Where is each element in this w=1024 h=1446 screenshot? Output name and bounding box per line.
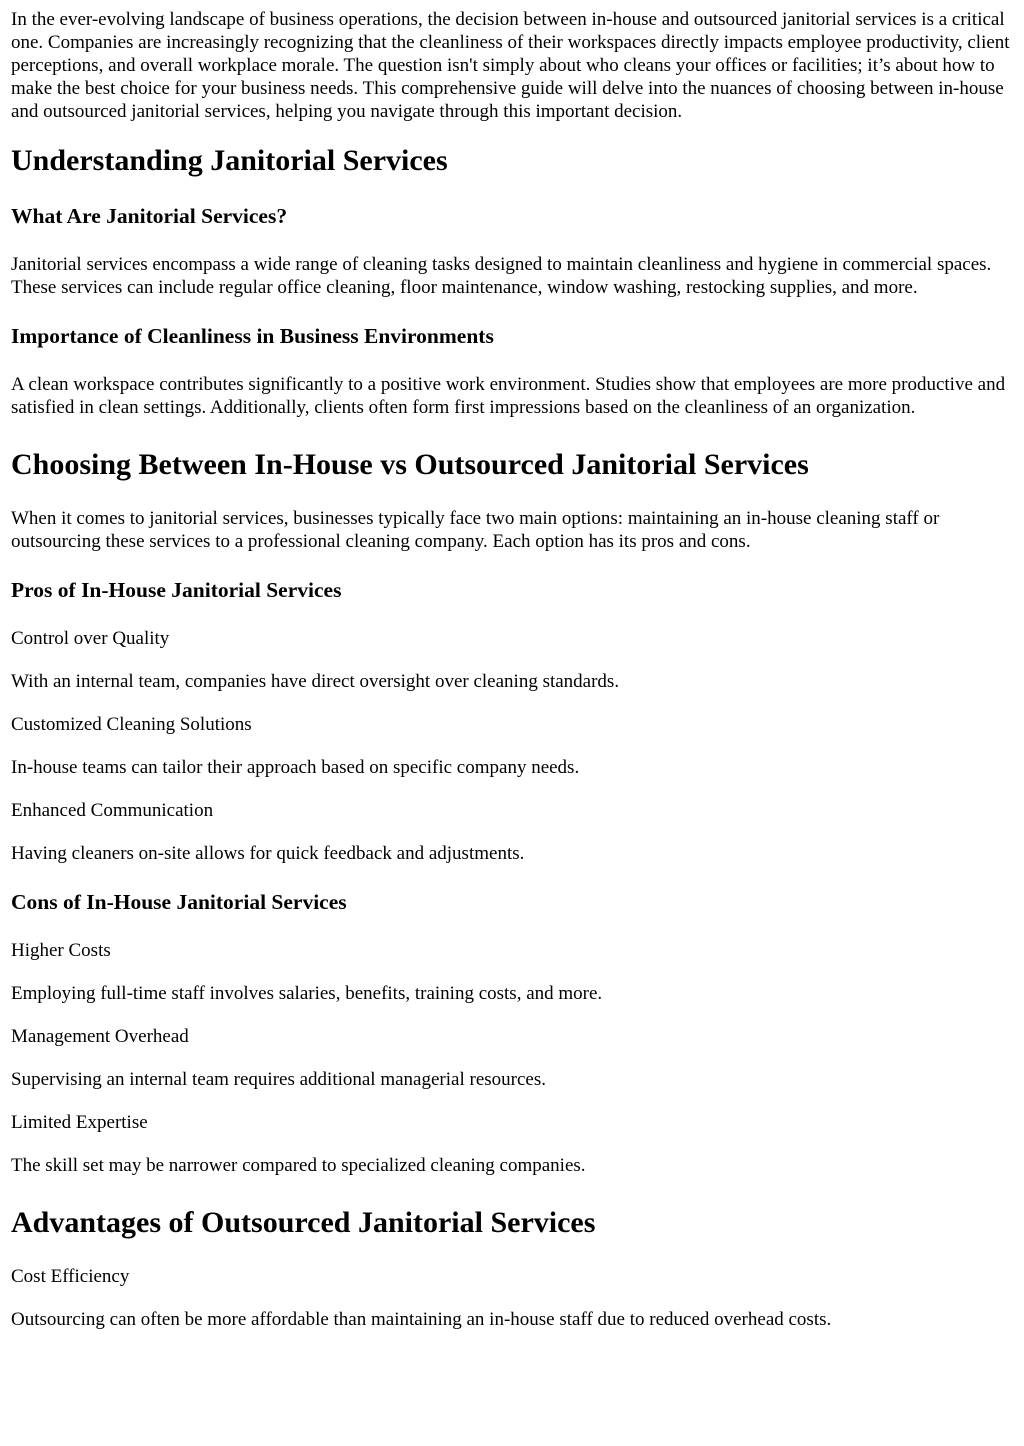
importance-paragraph: A clean workspace contributes significantly to a positive work environment. Studies show that employees are more productive and satisfied in clean settings. Additionally, clients often form first impressions based on the cleanliness of an organization. bbox=[11, 374, 1006, 418]
pro-item-text: Having cleaners on-site allows for quick feedback and adjustments. bbox=[11, 843, 525, 864]
heading-cons-in-house: Cons of In-House Janitorial Services bbox=[11, 890, 347, 914]
advantage-item-text: Outsourcing can often be more affordable than maintaining an in-house staff due to reduced overhead costs. bbox=[11, 1309, 832, 1330]
heading-advantages-outsourced: Advantages of Outsourced Janitorial Services bbox=[11, 1206, 596, 1239]
intro-paragraph: In the ever-evolving landscape of business operations, the decision between in-house and outsourced janitorial services is a critical one. Companies are increasingly recognizing that the cleanliness of their workspaces directly impacts employee productivity, client perceptions, and overall workplace morale. The question isn't simply about who cleans your offices or facilities; it’s about how to make the best choice for your business needs. This comprehensive guide will delve into the nuances of choosing between in-house and outsourced janitorial services, helping you navigate through this important decision. bbox=[11, 9, 1010, 122]
pro-item-text: With an internal team, companies have direct oversight over cleaning standards. bbox=[11, 671, 620, 692]
pro-item-text: In-house teams can tailor their approach based on specific company needs. bbox=[11, 757, 580, 778]
con-item-text: Supervising an internal team requires additional managerial resources. bbox=[11, 1069, 546, 1090]
heading-understanding: Understanding Janitorial Services bbox=[11, 144, 448, 177]
con-item-text: The skill set may be narrower compared to specialized cleaning companies. bbox=[11, 1155, 586, 1176]
what-are-paragraph: Janitorial services encompass a wide range of cleaning tasks designed to maintain cleanliness and hygiene in commercial spaces. These services can include regular office cleaning, floor maintenance, window washing, restocking supplies, and more. bbox=[11, 254, 992, 298]
con-item-title: Higher Costs bbox=[11, 940, 111, 961]
heading-pros-in-house: Pros of In-House Janitorial Services bbox=[11, 578, 342, 602]
con-item-text: Employing full-time staff involves salaries, benefits, training costs, and more. bbox=[11, 983, 603, 1004]
heading-what-are-janitorial-services: What Are Janitorial Services? bbox=[11, 204, 288, 228]
heading-choosing-between: Choosing Between In-House vs Outsourced Janitorial Services bbox=[11, 448, 809, 481]
pro-item-title: Customized Cleaning Solutions bbox=[11, 714, 252, 735]
advantage-item-title: Cost Efficiency bbox=[11, 1266, 130, 1287]
choosing-paragraph: When it comes to janitorial services, businesses typically face two main options: maintaining an in-house cleaning staff or outsourcing these services to a professional cleaning company. Each option has its pros and cons. bbox=[11, 508, 940, 552]
heading-importance-of-cleanliness: Importance of Cleanliness in Business Environments bbox=[11, 324, 494, 348]
con-item-title: Limited Expertise bbox=[11, 1112, 148, 1133]
pro-item-title: Enhanced Communication bbox=[11, 800, 214, 821]
pro-item-title: Control over Quality bbox=[11, 628, 170, 649]
con-item-title: Management Overhead bbox=[11, 1026, 189, 1047]
